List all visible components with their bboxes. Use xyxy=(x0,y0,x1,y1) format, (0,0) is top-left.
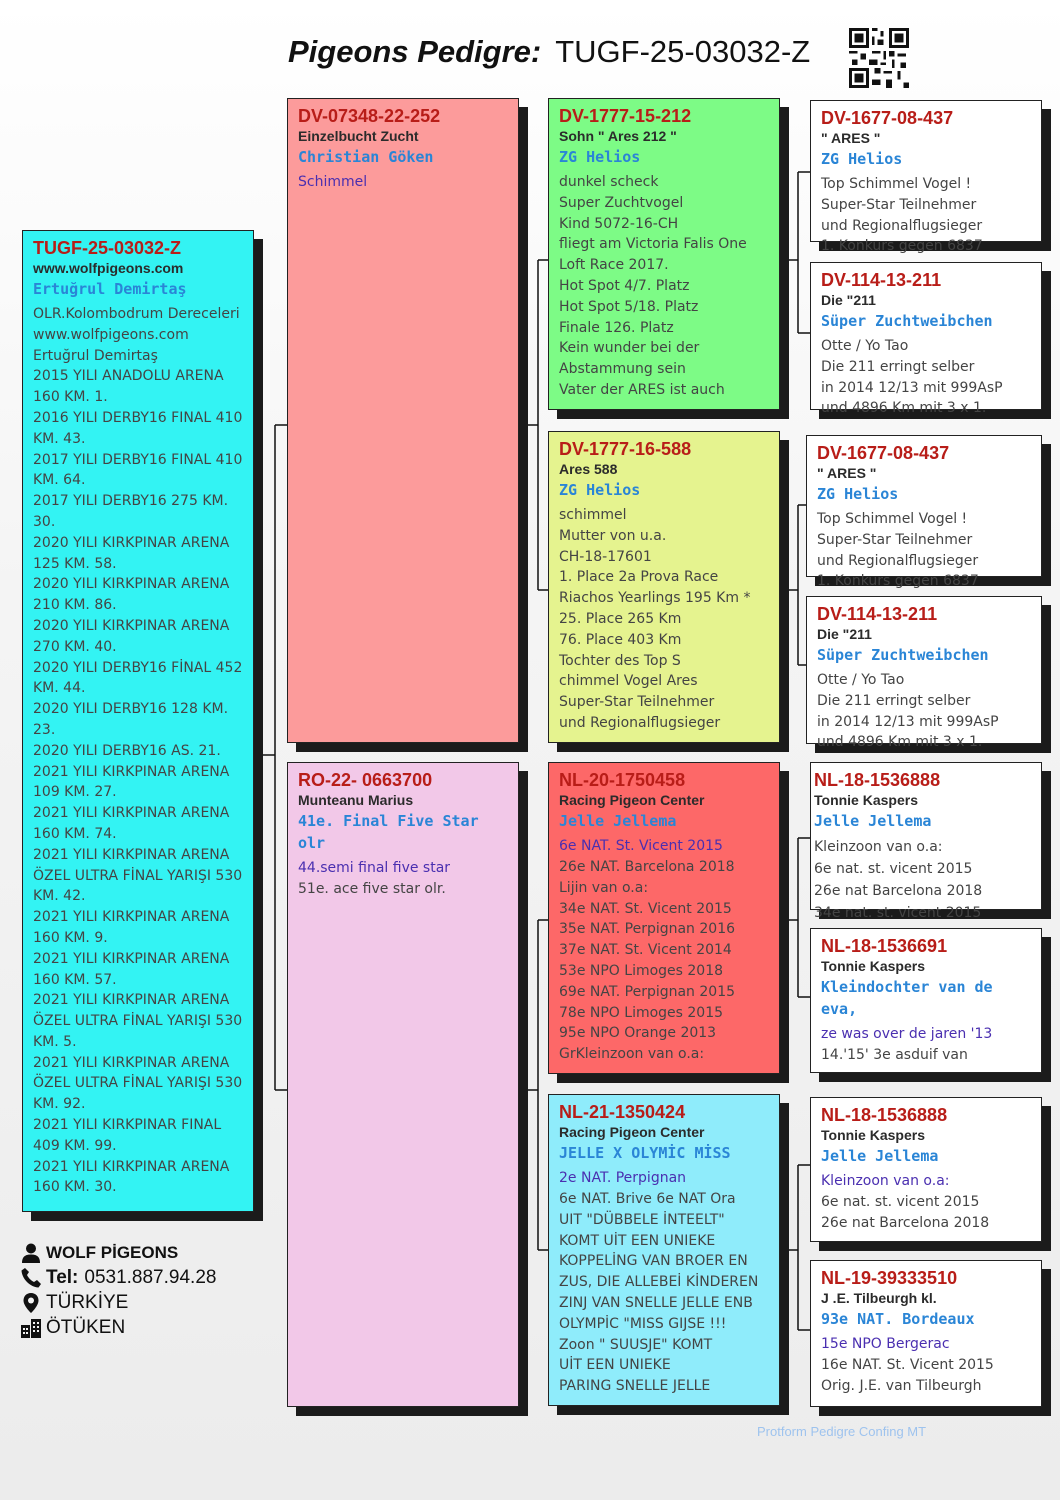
note-line: 125 KM. 58. xyxy=(33,555,117,572)
note-line: Orig. J.E. van Tilbeurgh xyxy=(821,1377,982,1394)
company-row xyxy=(20,1240,260,1265)
note-line: PARING SNELLE JELLE xyxy=(559,1378,711,1395)
note-line: in 2014 12/13 mit 999AsP xyxy=(817,713,999,730)
note-line: 1. Konkurs gegen 6837 xyxy=(821,238,983,255)
note-line: UIT "DÜBBELE İNTEELT" xyxy=(559,1211,725,1228)
notes xyxy=(821,174,1031,257)
title-ring: TUGF-25-03032-Z xyxy=(555,34,811,69)
note-line: Super-Star Teilnehmer xyxy=(559,694,715,711)
pigeon-color: Schimmel xyxy=(298,174,368,190)
note-line: 76. Place 403 Km xyxy=(559,631,682,648)
company-name: WOLF PİGEONS xyxy=(46,1242,179,1262)
pigeon-name: J .E. Tilbeurgh kl. xyxy=(821,1290,937,1306)
breeder-name: Süper Zuchtweibchen xyxy=(821,312,993,330)
note-line: 2021 YILI KIRKPINAR ARENA xyxy=(33,763,230,780)
note-line: 109 KM. 27. xyxy=(33,784,117,801)
note-line: Kleinzoon van o.a: xyxy=(814,839,943,855)
note-line: KM. 44. xyxy=(33,680,86,697)
note-line: Super Zuchtvogel xyxy=(559,194,684,211)
subject-notes xyxy=(33,304,243,1198)
note-line: 53e NPO Limoges 2018 xyxy=(559,962,724,979)
ring-number: NL-18-1536888 xyxy=(814,770,941,790)
notes xyxy=(559,505,769,734)
sire-sire-card xyxy=(548,98,780,410)
sds-card xyxy=(806,435,1042,590)
note-line: 160 KM. 30. xyxy=(33,1179,117,1196)
note-line: 25. Place 265 Km xyxy=(559,610,682,627)
note-line: und Regionalflugsieger xyxy=(817,552,979,569)
note-line: 270 KM. 40. xyxy=(33,638,117,655)
pigeon-name: Die "211 xyxy=(817,626,872,642)
building-icon xyxy=(20,1317,42,1339)
dam-card xyxy=(287,762,519,1407)
notes xyxy=(817,509,1031,592)
ring-number: TUGF-25-03032-Z xyxy=(33,238,182,258)
pigeon-name: Sohn " Ares 212 " xyxy=(559,128,677,144)
pigeon-name: " ARES " xyxy=(821,130,881,146)
sire-card xyxy=(287,98,519,743)
note-line: KM. 5. xyxy=(33,1033,77,1050)
pigeon-color: 15e NPO Bergerac xyxy=(821,1336,950,1352)
breeder-name: Süper Zuchtweibchen xyxy=(817,646,989,664)
ring-number: NL-20-1750458 xyxy=(559,770,686,790)
ring-number: DV-1777-15-212 xyxy=(559,106,692,126)
sdd-card xyxy=(806,596,1042,751)
note-line: 69e NAT. Perpignan 2015 xyxy=(559,983,736,1000)
note-line: KM. 42. xyxy=(33,888,86,905)
note-line: 409 KM. 99. xyxy=(33,1137,117,1154)
note-line: Tochter des Top S xyxy=(559,652,681,669)
pigeon-color: 6e NAT. St. Vicent 2015 xyxy=(559,838,723,854)
notes xyxy=(821,336,1031,419)
footer-credit: Protform Pedigre Confing MT xyxy=(757,1424,927,1439)
note-line: und Regionalflugsieger xyxy=(821,217,983,234)
pigeon-name: Munteanu Marius xyxy=(298,792,414,808)
note-line: Otte / Yo Tao xyxy=(817,672,905,688)
dss-card xyxy=(810,762,1042,921)
breeder-name: Ertuğrul Demirtaş xyxy=(33,280,187,298)
note-line: Ertuğrul Demirtaş xyxy=(33,347,158,364)
phone-number[interactable]: 0531.887.94.28 xyxy=(84,1266,217,1288)
title-label: Pigeons Pedigre: xyxy=(288,34,542,69)
breeder-name: JELLE X OLYMİC MİSS xyxy=(559,1144,731,1162)
pigeon-name: Racing Pigeon Center xyxy=(559,1124,705,1140)
note-line: 2020 YILI DERBY16 AS. 21. xyxy=(33,742,221,759)
ring-number: DV-1777-16-588 xyxy=(559,439,692,459)
note-line: 1. Konkurs gegen 6837 xyxy=(817,573,979,590)
country: TÜRKİYE xyxy=(46,1291,129,1313)
note-line: 23. xyxy=(33,721,56,738)
ring-number: DV-1677-08-437 xyxy=(821,108,954,128)
notes xyxy=(559,1189,769,1397)
note-line: 2015 YILI ANADOLU ARENA xyxy=(33,368,224,385)
breeder-name: Christian Göken xyxy=(298,148,434,166)
pigeon-name: Die "211 xyxy=(821,292,876,308)
note-line: ÖZEL ULTRA FİNAL YARIŞI 530 xyxy=(33,867,243,884)
notes xyxy=(559,857,769,1065)
notes xyxy=(821,1355,1031,1397)
note-line: www.wolfpigeons.com xyxy=(33,326,189,343)
note-line: Loft Race 2017. xyxy=(559,257,669,274)
note-line: 14.'15' 3e asduif van xyxy=(821,1046,968,1063)
pigeon-name: " ARES " xyxy=(817,465,877,481)
note-line: ÖZEL ULTRA FİNAL YARIŞI 530 xyxy=(33,1075,243,1092)
note-line: OLR.Kolombodrum Dereceleri xyxy=(33,306,240,322)
phone-icon xyxy=(20,1267,42,1289)
note-line: Top Schimmel Vogel ! xyxy=(821,176,972,192)
note-line: Die 211 erringt selber xyxy=(817,692,971,709)
pigeon-name: Tonnie Kaspers xyxy=(814,792,918,808)
note-line: 26e nat Barcelona 2018 xyxy=(821,1214,990,1231)
note-line: 160 KM. 9. xyxy=(33,929,108,946)
ring-number: NL-18-1536888 xyxy=(821,1105,948,1125)
note-line: 160 KM. 74. xyxy=(33,825,117,842)
dam-sire-card xyxy=(548,762,780,1074)
note-line: UİT EEN UNIEKE xyxy=(559,1357,671,1374)
note-line: OLYMPİC "MISS GIJSE !!! xyxy=(559,1315,727,1332)
note-line: Top Schimmel Vogel ! xyxy=(817,511,968,527)
note-line: 2020 YILI DERBY16 128 KM. xyxy=(33,701,229,718)
note-line: 2020 YILI KIRKPINAR ARENA xyxy=(33,534,230,551)
pigeon-name: www.wolfpigeons.com xyxy=(33,260,184,276)
note-line: Die 211 erringt selber xyxy=(821,358,975,375)
note-line: Kein wunder bei der xyxy=(559,340,700,357)
ring-number: DV-07348-22-252 xyxy=(298,106,441,126)
note-line: Hot Spot 4/7. Platz xyxy=(559,277,690,294)
breeder-name: ZG Helios xyxy=(821,150,903,168)
note-line: chimmel Vogel Ares xyxy=(559,673,698,690)
note-line: 2020 YILI KIRKPINAR ARENA xyxy=(33,576,230,593)
user-icon xyxy=(20,1242,42,1264)
sss-card xyxy=(810,100,1042,255)
note-line: 2021 YILI KIRKPINAR ARENA xyxy=(33,992,230,1009)
note-line: 2021 YILI KIRKPINAR FINAL xyxy=(33,1117,222,1134)
note-line: 2021 YILI KIRKPINAR ARENA xyxy=(33,1054,230,1071)
ring-number: NL-19-39333510 xyxy=(821,1268,958,1288)
note-line: 2017 YILI DERBY16 FINAL 410 xyxy=(33,451,243,468)
note-line: und 4896 Km mit 3 x 1. xyxy=(817,734,983,751)
note-line: 51e. ace five star olr. xyxy=(298,881,446,897)
note-line: 6e NAT. Brive 6e NAT Ora xyxy=(559,1191,736,1207)
note-line: 35e NAT. Perpignan 2016 xyxy=(559,921,736,938)
note-line: ÖZEL ULTRA FİNAL YARIŞI 530 xyxy=(33,1013,243,1030)
note-line: 2021 YILI KIRKPINAR ARENA xyxy=(33,846,230,863)
ring-number: DV-114-13-211 xyxy=(817,604,938,624)
note-line: und 4896 Km mit 3 x 1. xyxy=(821,400,987,417)
note-line: 2021 YILI KIRKPINAR ARENA xyxy=(33,805,230,822)
dam-dam-card xyxy=(548,1094,780,1406)
note-line: fliegt am Victoria Falis One xyxy=(559,236,747,253)
note-line: Kind 5072-16-CH xyxy=(559,215,679,232)
note-line: ZUS, DIE ALLEBEİ KİNDEREN xyxy=(559,1274,759,1291)
note-line: Otte / Yo Tao xyxy=(821,338,909,354)
note-line: ze was over de jaren '13 xyxy=(821,1026,993,1042)
breeder-name: Jelle Jellema xyxy=(559,812,677,830)
location-pin-icon xyxy=(20,1292,42,1314)
breeder-name: 93e NAT. Bordeaux xyxy=(821,1310,975,1328)
ring-number: DV-114-13-211 xyxy=(821,270,942,290)
note-line: 210 KM. 86. xyxy=(33,597,117,614)
note-line: 16e NAT. St. Vicent 2015 xyxy=(821,1357,994,1373)
note-line: KM. 64. xyxy=(33,472,86,489)
note-line: KOMT UİT EEN UNIEKE xyxy=(559,1232,716,1249)
subject-card xyxy=(22,230,254,1212)
note-line: 78e NPO Limoges 2015 xyxy=(559,1004,724,1021)
ring-number: NL-18-1536691 xyxy=(821,936,948,956)
note-line: Riachos Yearlings 195 Km * xyxy=(559,590,751,607)
breeder-name: 41e. Final Five Star olr xyxy=(298,812,479,852)
notes xyxy=(814,836,1031,924)
contact-block xyxy=(20,1240,260,1340)
note-line: CH-18-17601 xyxy=(559,548,652,565)
note-line: 1. Place 2a Prova Race xyxy=(559,569,719,586)
note-line: Hot Spot 5/18. Platz xyxy=(559,298,699,315)
pigeon-name: Racing Pigeon Center xyxy=(559,792,705,808)
note-line: KM. 43. xyxy=(33,430,86,447)
pigeon-name: Einzelbucht Zucht xyxy=(298,128,419,144)
note-line: und Regionalflugsieger xyxy=(559,714,721,731)
note-line: Finale 126. Platz xyxy=(559,319,674,336)
note-line: 26e NAT. Barcelona 2018 xyxy=(559,859,735,875)
breeder-name: ZG Helios xyxy=(559,148,641,166)
dds-card xyxy=(810,1097,1042,1242)
note-line: 95e NPO Orange 2013 xyxy=(559,1025,717,1042)
notes xyxy=(817,670,1031,753)
sire-dam-card xyxy=(548,431,780,743)
note-line: Zoon " SUUSJE" KOMT xyxy=(559,1336,713,1353)
note-line: 34e NAT. St. Vicent 2015 xyxy=(559,900,732,917)
pigeon-color: Kleinzoon van o.a: xyxy=(821,1173,950,1189)
ring-number: NL-21-1350424 xyxy=(559,1102,686,1122)
notes xyxy=(559,172,769,401)
city-row xyxy=(20,1315,260,1340)
note-line: in 2014 12/13 mit 999AsP xyxy=(821,379,1003,396)
note-line: Vater der ARES ist auch xyxy=(559,381,725,398)
breeder-name: Jelle Jellema xyxy=(821,1147,939,1165)
country-row xyxy=(20,1290,260,1315)
note-line: 2020 YILI DERBY16 FİNAL 452 xyxy=(33,659,243,676)
breeder-name: ZG Helios xyxy=(817,485,899,503)
pigeon-color: 2e NAT. Perpignan xyxy=(559,1170,687,1186)
phone-row[interactable] xyxy=(20,1265,260,1290)
dsd-card xyxy=(810,928,1042,1073)
note-line: 30. xyxy=(33,513,56,530)
note-line: KOPPELİNG VAN BROER EN xyxy=(559,1253,748,1270)
breeder-name: Kleindochter van de eva, xyxy=(821,978,993,1018)
note-line: ZINJ VAN SNELLE JELLE ENB xyxy=(559,1294,753,1311)
note-line: 160 KM. 57. xyxy=(33,971,117,988)
note-line: 2017 YILI DERBY16 275 KM. xyxy=(33,493,229,510)
notes xyxy=(821,1192,1031,1234)
breeder-name: Jelle Jellema xyxy=(814,812,932,830)
note-line: Lijin van o.a: xyxy=(559,879,649,896)
note-line: 34e nat. st. vicent 2015 xyxy=(814,905,982,921)
breeder-name: ZG Helios xyxy=(559,481,641,499)
city: ÖTÜKEN xyxy=(46,1316,126,1338)
note-line: 6e nat. st. vicent 2015 xyxy=(814,861,973,877)
note-line: GrKleinzoon van o.a: xyxy=(559,1046,705,1063)
pigeon-name: Tonnie Kaspers xyxy=(821,958,925,974)
note-line: 2021 YILI KIRKPINAR ARENA xyxy=(33,950,230,967)
note-line: Super-Star Teilnehmer xyxy=(821,196,977,213)
note-line: 160 KM. 1. xyxy=(33,389,108,406)
note-line: dunkel scheck xyxy=(559,174,659,190)
pigeon-name: Tonnie Kaspers xyxy=(821,1127,925,1143)
phone-label: Tel: xyxy=(46,1266,79,1288)
note-line: 2020 YILI KIRKPINAR ARENA xyxy=(33,617,230,634)
ring-number: DV-1677-08-437 xyxy=(817,443,950,463)
pigeon-color: 44.semi final five star xyxy=(298,860,451,876)
note-line: schimmel xyxy=(559,507,627,523)
note-line: Super-Star Teilnehmer xyxy=(817,531,973,548)
note-line: 26e nat Barcelona 2018 xyxy=(814,883,983,899)
note-line: 6e nat. st. vicent 2015 xyxy=(821,1194,980,1210)
ssd-card xyxy=(810,262,1042,417)
note-line: 2016 YILI DERBY16 FINAL 410 xyxy=(33,409,243,426)
note-line: 2021 YILI KIRKPINAR ARENA xyxy=(33,909,230,926)
note-line: Mutter von u.a. xyxy=(559,527,667,544)
note-line: 37e NAT. St. Vicent 2014 xyxy=(559,942,732,959)
ddd-card xyxy=(810,1260,1042,1407)
notes xyxy=(821,1024,1031,1066)
ring-number: RO-22- 0663700 xyxy=(298,770,433,790)
note-line: KM. 92. xyxy=(33,1096,86,1113)
pigeon-name: Ares 588 xyxy=(559,461,618,477)
note-line: 2021 YILI KIRKPINAR ARENA xyxy=(33,1158,230,1175)
note-line: Abstammung sein xyxy=(559,361,686,378)
